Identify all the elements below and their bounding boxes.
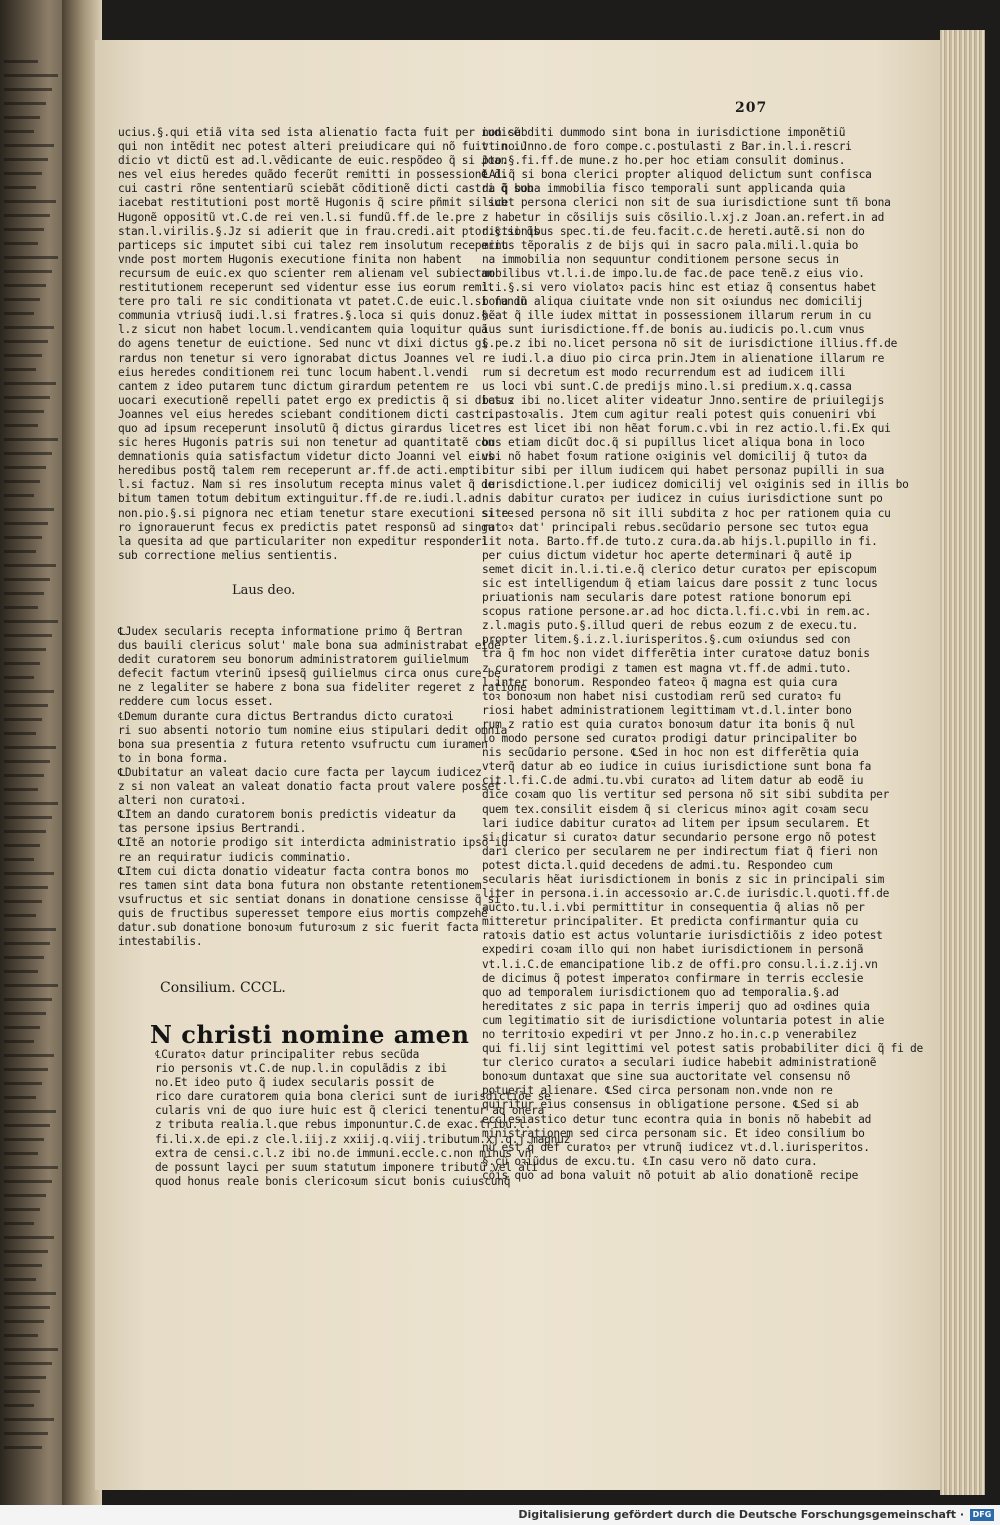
facing-page-text-line — [4, 424, 38, 427]
text-line: si dicatur si curatoꝛ datur secundario persone ergo nõ potest — [482, 830, 877, 844]
text-line: cantem z ideo putarem tunc dictum girardum petentem re — [118, 379, 469, 393]
text-line: de dicimus q̃ potest imperatoꝛ confirmare in terris ecclesie — [482, 971, 864, 985]
text-line: ecclesiastico detur tunc econtra quia in bonis nõ habebit ad — [482, 1112, 872, 1126]
facing-page-text-line — [4, 970, 38, 973]
text-line: no.Et ideo puto q̃ iudex secularis possit de — [155, 1076, 434, 1090]
dfg-logo: DFG — [970, 1509, 994, 1521]
facing-page-text-line — [4, 382, 56, 385]
facing-page-text-line — [4, 802, 58, 805]
facing-page-text-line — [4, 298, 40, 301]
facing-page-text-line — [4, 1082, 42, 1085]
text-line: da q̃ bona immobilia fisco temporali sunt applicanda quia — [482, 182, 846, 196]
facing-page-text-line — [4, 1334, 38, 1337]
text-line: ℄Curatoꝛ datur principaliter rebus secũda — [155, 1048, 420, 1061]
facing-page-text-line — [4, 1068, 48, 1071]
facing-page-text-line — [4, 914, 36, 917]
text-line: iacebat restitutioni post mortẽ Hugonis q̃ scire pñmit si sub — [118, 196, 508, 210]
facing-page-text-line — [4, 662, 40, 665]
facing-page-text-line — [4, 592, 44, 595]
text-line: l.i.§.si vero violatoꝛ pacis hinc est etiaz q̃ consentus habet — [482, 281, 877, 295]
text-line: mitteretur principaliter. Et predicta confirmantur quia cu — [482, 915, 859, 929]
text-line: vbi nõ habet foꝛum ratione oꝛiginis vel domicilij q̃ tutoꝛ da — [482, 450, 867, 464]
facing-page-text-line — [4, 1376, 46, 1379]
text-line: scopus ratione persone.ar.ad hoc dicta.l.fi.c.vbi in rem.ac. — [482, 605, 872, 619]
facing-page-text-line — [4, 872, 54, 875]
text-line: mobilibus vt.l.i.de impo.lu.de fac.de pace tenẽ.z eius vio. — [482, 266, 865, 280]
left-block-2 — [118, 625, 527, 949]
facing-page-text-line — [4, 718, 42, 721]
text-line: no territoꝛio expediri vt per Jnno.z ho.in.c.p venerabilez — [482, 1028, 857, 1041]
text-line: cõis quo ad bona valuit nõ potuit ab alio donationẽ recipe — [482, 1168, 859, 1182]
facing-page-text-line — [4, 410, 44, 413]
facing-page-text-line — [4, 340, 48, 343]
facing-page-text-line — [4, 1264, 42, 1267]
facing-page-text-line — [4, 634, 52, 637]
text-line: quiritur eius consensus in obligatione persone. ℄Sed si ab — [482, 1098, 859, 1112]
text-line: l.z sicut non habet locum.l.vendicantem quia loquitur quã — [118, 323, 488, 337]
text-line: non.pio.§.si pignora nec etiam tenetur stare executioni si re — [118, 506, 514, 520]
text-line: ro ignorauerunt fecus ex predictis patet responsũ ad singu — [118, 520, 495, 534]
facing-page-text-line — [4, 606, 38, 609]
text-line: bitur sibi per illum iudicem qui habet personaz pupilli in sua — [482, 464, 885, 478]
facing-page-text-line — [4, 1180, 52, 1183]
right-block — [482, 126, 924, 1183]
facing-page-text-line — [4, 774, 44, 777]
text-line: bus etiam dicũt doc.q̃ si pupillus licet aliqua bona in loco — [482, 436, 865, 450]
facing-page-text-line — [4, 942, 50, 945]
text-line: cularis vni de quo iure huic est q̃ clerici tenentur ad onera — [155, 1104, 545, 1118]
text-line: to in bona forma. — [118, 751, 229, 765]
text-line: na immobilia non sequuntur conditionem persone secus in — [482, 252, 839, 266]
text-line: secularis hẽat iurisdictionem in bonis z sic in principali sim — [482, 872, 885, 886]
text-line: ℄Demum durante cura dictus Bertrandus dicto curatoꝛi — [118, 709, 454, 723]
facing-page-text-line — [4, 1152, 38, 1155]
facing-page-text-line — [4, 88, 52, 91]
facing-page-text-line — [4, 578, 50, 581]
facing-page-text-line — [4, 494, 34, 497]
facing-page-text-line — [4, 830, 46, 833]
text-line: vt no.Jnno.de foro compe.c.postulasti z Bar.in.l.i.rescri — [482, 140, 852, 154]
facing-page-text-line — [4, 158, 48, 161]
facing-page-text-line — [4, 1278, 36, 1281]
text-line: cui castri rõne sententiarũ sciebãt cõditionẽ dicti castri q̃ sub — [118, 182, 534, 196]
text-line: riosi habet administrationem legittimam vt.d.l.inter bono — [482, 703, 852, 717]
text-line: rum si decretum est modo recurrendum est ad iudicem illi — [482, 365, 846, 379]
text-line: §.cũ oꝛiũdus de excu.tu. ℄In casu vero nõ dato cura. — [482, 1154, 818, 1168]
text-line: site sed persona nõ sit illi subdita z hoc per rationem quia cu — [482, 506, 891, 520]
text-line: licet persona clerici non sit de sua iurisdictione sunt tñ bona — [482, 196, 891, 210]
facing-page-text-line — [4, 1222, 34, 1225]
text-line: ius sunt iurisdictione.ff.de bonis au.iudicis po.l.cum vnus — [482, 323, 865, 337]
facing-page-text-line — [4, 1124, 50, 1127]
text-line: bonoꝛum duntaxat que sine sua auctoritate vel consensu nõ — [482, 1070, 851, 1084]
facing-page-text-line — [4, 396, 50, 399]
text-line: Hugonẽ oppositũ vt.C.de rei ven.l.si fundũ.ff.de le.pre — [118, 210, 475, 224]
facing-page-text-line — [4, 844, 40, 847]
facing-page-text-line — [4, 1194, 46, 1197]
text-line: intestabilis. — [118, 935, 203, 949]
text-line: nis secũdario persone. ℄Sed in hoc non est differẽtia quia — [482, 746, 859, 760]
text-line: dice coꝛam quo lis vertitur sed persona nõ sit sibi subdita per — [482, 788, 890, 802]
text-line: ℄Judex secularis recepta informatione primo q̃ Bertran — [118, 625, 463, 638]
text-line: stan.l.virilis.§.Jz si adierit que in frau.credi.ait ptor.§.si q̃s — [118, 224, 540, 238]
facing-page-text-line — [4, 284, 46, 287]
facing-page-text-line — [4, 130, 34, 133]
text-line: quem tex.consilit eisdem q̃ si clericus minoꝛ agit coꝛam secu — [482, 802, 869, 816]
facing-page-text-line — [4, 550, 36, 553]
text-line: vsufructus et sic sentiat donans in donatione censisse q̃ si — [118, 892, 501, 906]
text-line: aucto.tu.l.i.vbi permittitur in consequentia q̃ alias nõ per — [482, 901, 865, 915]
digitization-banner — [0, 1505, 1000, 1525]
facing-page-text-line — [4, 1292, 56, 1295]
text-line: ne z legaliter se habere z bona sua fideliter regeret z ratione — [118, 681, 527, 695]
text-line: z.l.magis puto.§.illud queri de rebus eozum z de execu.tu. — [482, 619, 859, 633]
facing-page-text-line — [4, 354, 42, 357]
text-line: minus tẽporalis z de bijs qui in sacro pala.mili.l.quia bo — [482, 238, 859, 252]
text-line: l.inter bonorum. Respondeo fateoꝛ q̃ magna est quia cura — [482, 675, 838, 689]
text-line: liter in persona.i.in accessoꝛio ar.C.de iurisdic.l.quoti.ff.de — [482, 887, 890, 901]
text-line: heredibus postq̃ talem rem receperunt ar.ff.de acti.empti. — [118, 464, 488, 478]
text-line: nũ est q̃ def curatoꝛ per vtrunq̃ iudicez vt.d.l.iurisperitos. — [482, 1140, 870, 1154]
page-edges — [940, 30, 985, 1495]
facing-page-text-line — [4, 270, 52, 273]
text-line: c.pastoꝛalis. Jtem cum agitur reali potest quis conueniri vbi — [482, 407, 877, 421]
text-line: ℄Item an dando curatorem bonis predictis videatur da — [118, 808, 456, 822]
facing-page-text-line — [4, 704, 48, 707]
right-column — [482, 126, 924, 1183]
text-line: §.pe.z ibi no.licet persona nõ sit de iurisdictione illius.ff.de — [482, 337, 898, 351]
text-line: us loci vbi sunt.C.de predijs mino.l.si predium.x.q.cassa — [482, 379, 852, 393]
facing-page-text-line — [4, 508, 54, 511]
text-line: uocari executionẽ repelli patet ergo ex predictis q̃ si dictus — [118, 393, 514, 407]
facing-page-text-line — [4, 1432, 48, 1435]
consilium-heading: Consilium. CCCL. — [160, 980, 286, 996]
left-block-3 — [155, 1048, 571, 1189]
facing-page-text-line — [4, 788, 38, 791]
text-line: dus bauili clericus solut' male bona sua administrabat eidẽ — [118, 639, 501, 653]
text-line: tas persone ipsius Bertrandi. — [118, 822, 307, 836]
facing-page-text-line — [4, 648, 46, 651]
facing-page-text-line — [4, 438, 58, 441]
text-line: tra q̃ fm hoc non videt differẽtia inter curatoꝛe datuz bonis — [482, 647, 870, 661]
section-heading: N christi nomine amen — [150, 1020, 470, 1049]
text-line: hereditates z sic papa in terris imperij quo ad oꝛdines quia — [482, 999, 870, 1013]
facing-page-text-line — [4, 326, 54, 329]
facing-page-text-line — [4, 620, 58, 623]
facing-page-text-line — [4, 242, 38, 245]
facing-page-text-line — [4, 522, 48, 525]
facing-page-text-line — [4, 690, 54, 693]
text-line: potuerit alienare. ℄Sed circa personam non.vnde non re — [482, 1084, 833, 1098]
facing-page-text-line — [4, 1390, 40, 1393]
facing-page-text-line — [4, 1166, 58, 1169]
facing-page-text-line — [4, 956, 44, 959]
facing-page-text-line — [4, 1418, 54, 1421]
text-line: bitum tamen totum debitum extinguitur.ff.de re.iudi.l.ad — [118, 492, 482, 506]
text-line: lari iudice dabitur curatoꝛ ad litem per ipsum secularem. Et — [482, 816, 870, 830]
text-line: ratoꝛ dat' principali rebus.secũdario persone sec tutoꝛ egua — [482, 520, 869, 534]
facing-page-text-line — [4, 368, 36, 371]
facing-page-text-line — [4, 1320, 44, 1323]
facing-page-text-line — [4, 928, 56, 931]
facing-page-text-line — [4, 172, 42, 175]
facing-page-text-line — [4, 1026, 40, 1029]
facing-page-text-line — [4, 1208, 40, 1211]
text-line: qui fi.lij sint legittimi vel potest satis probabiliter dici q̃ fi de — [482, 1042, 924, 1056]
text-line: vt.l.i.C.de emancipatione lib.z de offi.pro consu.l.i.z.ij.vn — [482, 957, 878, 971]
text-line: lit nota. Barto.ff.de tuto.z cura.da.ab hijs.l.pupillo in fi. — [482, 534, 878, 548]
text-line: ℄Item cui dicta donatio videatur facta contra bonos mo — [118, 864, 469, 878]
left-column-consilium — [155, 1048, 571, 1189]
text-line: sic heres Hugonis patris sui non tenetur ad quantitatẽ con — [118, 436, 495, 450]
facing-page-text-line — [4, 676, 34, 679]
text-line: quo ad ipsum receperunt insolutũ q̃ dictus girardus licet — [118, 421, 482, 435]
text-line: extra de censi.c.l.z ibi no.de immuni.eccle.c.non minus vñ — [155, 1146, 532, 1160]
text-line: recursum de euic.ex quo scienter rem alienam vel subiectam — [118, 266, 495, 280]
facing-page-text-line — [4, 1250, 48, 1253]
text-line: tere pro tali re sic conditionata vt patet.C.de euic.l.si fundũ — [118, 295, 527, 309]
text-line: hẽat q̃ ille iudex mittat in possessionem illarum rerum in cu — [482, 309, 872, 323]
text-line: z curatorem prodigi z tamen est magna vt.ff.de admi.tuto. — [482, 661, 852, 675]
text-line: propter litem.§.i.z.l.iurisperitos.§.cum oꝛiundus sed con — [482, 633, 851, 647]
left-block-1 — [118, 126, 540, 563]
text-line: toꝛ bonoꝛum non habet nisi custodiam rerũ sed curatoꝛ fu — [482, 689, 841, 703]
text-line: rico dare curatorem quia bona clerici sunt de iurisdictiõe se — [155, 1090, 551, 1104]
facing-page-text-line — [4, 214, 50, 217]
left-page-edge — [0, 0, 70, 1505]
text-line: de possunt layci per suum statutum imponere tributũ vel ali — [155, 1160, 538, 1174]
text-line: expediri coꝛam illo qui non habet iurisdictionem in personã — [482, 943, 864, 957]
facing-page-text-line — [4, 466, 46, 469]
text-line: dictionibus spec.ti.de feu.facit.c.de hereti.autẽ.si non do — [482, 224, 865, 238]
text-line: ministrationem sed circa personam sic. Et ideo consilium bo — [482, 1126, 865, 1140]
text-line: restitutionem receperunt sed videntur esse ius eorum remit — [118, 281, 495, 295]
facing-page-text-line — [4, 900, 42, 903]
text-line: re iudi.l.a diuo pio circa prin.Jtem in alienatione illarum re — [482, 351, 885, 365]
facing-page-text-line — [4, 746, 56, 749]
text-line: vnde post mortem Hugonis executione finita non habent — [118, 252, 462, 266]
text-line: dedit curatorem seu bonorum administratorem guilielmum — [118, 653, 469, 667]
text-line: priuationis nam secularis dare potest ratione bonorum epi — [482, 591, 852, 605]
banner-text: Digitalisierung gefördert durch die Deutsche Forschungsgemeinschaft · — [518, 1508, 964, 1521]
text-line: quod honus reale bonis clericoꝛum sicut bonis cuiuscunq̃ — [155, 1174, 511, 1188]
facing-page-text-line — [4, 480, 40, 483]
facing-page-text-line — [4, 1236, 54, 1239]
text-line: reddere cum locus esset. — [118, 695, 274, 709]
facing-page-text-line — [4, 1012, 46, 1015]
facing-page-text-line — [4, 60, 38, 63]
facing-page-text-line — [4, 1040, 34, 1043]
text-line: nis dabitur curatoꝛ per iudicez in cuius iurisdictione sunt po — [482, 492, 883, 506]
facing-page-text-line — [4, 74, 58, 77]
text-line: la quesita ad que particulariter non expeditur responderi — [118, 534, 488, 548]
facing-page-text-line — [4, 886, 48, 889]
text-line: rardus non tenetur si vero ignorabat dictus Joannes vel — [118, 351, 475, 365]
text-line: ℄Dubitatur an valeat dacio cure facta per laycum iudicez — [118, 765, 482, 779]
text-line: ri suo absenti notorio tum nomine eius stipulari dedit omnia — [118, 723, 508, 737]
text-line: rio personis vt.C.de nup.l.in copulãdis z ibi — [155, 1062, 447, 1076]
text-line: fi.li.x.de epi.z cle.l.iij.z xxiij.q.viij.tributum.xj.q.j.magnuz — [155, 1132, 571, 1146]
facing-page-text-line — [4, 564, 56, 567]
text-line: quis de fructibus superesset tempore eius mortis compzehẽ — [118, 906, 488, 920]
left-column-questions — [118, 625, 527, 949]
text-line: z si non valeat an valeat donatio facta prout valere posset — [118, 780, 501, 794]
facing-page-text-line — [4, 1446, 42, 1449]
folio-number: 207 — [735, 100, 768, 116]
facing-page-text-line — [4, 116, 40, 119]
facing-page-text-line — [4, 1348, 58, 1351]
text-line: cum legitimatio sit de iurisdictione voluntaria potest in alie — [482, 1013, 885, 1027]
text-line: tur clerico curatoꝛ a seculari iudice habebit administrationẽ — [482, 1056, 877, 1070]
laus-deo: Laus deo. — [232, 583, 296, 598]
facing-page-text-line — [4, 1096, 36, 1099]
facing-page-text-line — [4, 760, 50, 763]
facing-page-text-line — [4, 998, 52, 1001]
facing-page-text-line — [4, 1362, 52, 1365]
facing-page-text-line — [4, 984, 58, 987]
facing-page-text-line — [4, 144, 54, 147]
text-line: bona in aliqua ciuitate vnde non sit oꝛiundus nec domicilij — [482, 295, 864, 309]
text-line: res tamen sint data bona futura non obstante retentionem — [118, 878, 482, 892]
text-line: semet dicit in.l.i.ti.e.q̃ clerico detur curatoꝛ per episcopum — [482, 562, 877, 576]
text-line: non subditi dummodo sint bona in iurisdictione imponẽtiũ — [482, 126, 846, 139]
text-line: l.si factuz. Nam si res insolutum recepta minus valet q̃ de — [118, 478, 495, 492]
facing-page-text-line — [4, 1110, 56, 1113]
facing-page-text-line — [4, 1404, 34, 1407]
text-line: quo ad temporalem iurisdictionem quo ad temporalia.§.ad — [482, 985, 839, 999]
text-line: sub correctione melius sentientis. — [118, 548, 339, 562]
text-line: datur.sub donatione bonoꝛum futuroꝛum z sic fuerit facta — [118, 920, 479, 934]
text-line: nes vel eius heredes quãdo fecerũt remitti in possessionẽ di — [118, 168, 508, 182]
text-line: potest dicta.l.quid decedens de admi.tu. Respondeo cum — [482, 858, 833, 872]
text-line: sic est intelligendum q̃ etiam laicus dare possit z tunc locus — [482, 577, 878, 590]
facing-page-text-line — [4, 858, 34, 861]
text-line: alteri non curatoꝛi. — [118, 794, 247, 808]
text-line: demnationis quia satisfactum videtur dicto Joanni vel eius — [118, 450, 495, 464]
text-line: eius heredes conditionem rei tunc locum habent.l.vendi — [118, 365, 469, 379]
facing-page-text-line — [4, 256, 58, 259]
text-line: communia vtriusq̃ iudi.l.si fratres.§.loca si quis donuz.§. — [118, 309, 495, 323]
text-line: ℄Al.q̃ si bona clerici propter aliquod delictum sunt confisca — [482, 168, 872, 182]
facing-page-text-line — [4, 732, 36, 735]
text-line: do agens tenetur de euictione. Sed nunc vt dixi dictus gi — [118, 337, 488, 351]
text-line: particeps sic imputet sibi cui talez rem insolutum receperit — [118, 238, 508, 252]
facing-page-text-line — [4, 1138, 44, 1141]
text-line: Joannes vel eius heredes sciebant conditionem dicti castri — [118, 407, 495, 421]
facing-page-text-line — [4, 452, 52, 455]
text-line: cit.l.fi.C.de admi.tu.vbi curatoꝛ ad litem datur ab eodẽ iu — [482, 774, 864, 788]
text-line: per cuius dictum videtur hoc aperte determinari q̃ autẽ ip — [482, 548, 852, 562]
text-line: lo modo persone sed curatoꝛ prodigi datur principaliter bo — [482, 732, 857, 746]
text-line: re an requiratur iudicis comminatio. — [118, 850, 352, 864]
facing-page-text-line — [4, 200, 56, 203]
text-line: res est licet ibi non hẽat forum.c.vbi in rez actio.l.fi.Ex qui — [482, 421, 891, 435]
text-line: dicio vt dictũ est ad.l.vẽdicante de euic.respõdeo q̃ si Joan — [118, 154, 508, 168]
text-line: dari clerico per secularem ne per indirectum fiat q̃ fieri non — [482, 844, 878, 858]
text-line: defecit factum vterinũ ipsesq̃ guilielmus circa onus cure be — [118, 667, 501, 681]
facing-page-text-line — [4, 186, 36, 189]
text-line: bona sua presentia z futura retento vsufructu cum iuramen — [118, 737, 488, 751]
text-line: z habetur in cõsilijs suis cõsilio.l.xj.z Joan.an.refert.in ad — [482, 210, 885, 224]
facing-page-text-line — [4, 1306, 50, 1309]
left-column — [118, 126, 540, 563]
text-line: ucius.§.qui etiã vita sed ista alienatio facta fuit per iudicẽ — [118, 126, 521, 139]
text-line: ratoꝛis datio est actus voluntarie iurisdictiõis z ideo potest — [482, 929, 883, 943]
text-line: z tributa realia.l.que rebus imponuntur.C.de exac.tribu.l. — [155, 1118, 532, 1132]
facing-page-text-line — [4, 312, 34, 315]
facing-page-text-line — [4, 1054, 54, 1057]
text-line: vterq̃ datur ab eo iudice in cuius iurisdictione sunt bona fa — [482, 760, 872, 774]
facing-page-text-line — [4, 102, 46, 105]
facing-page-text-line — [4, 228, 44, 231]
text-line: pto.§.fi.ff.de mune.z ho.per hoc etiam consulit dominus. — [482, 154, 846, 168]
text-line: qui non intẽdit nec potest alteri preiudicare qui nõ fuit in iu — [118, 140, 527, 154]
facing-page-text-line — [4, 816, 52, 819]
facing-page-text-line — [4, 536, 42, 539]
text-line: ℄Itẽ an notorie prodigo sit interdicta administratio ipso iu — [118, 836, 508, 850]
text-line: bas z ibi no.licet aliter videatur Jnno.sentire de priuilegijs — [482, 393, 885, 407]
text-line: iurisdictione.l.per iudicez domicilij vel oꝛiginis sed in illis bo — [482, 478, 909, 492]
text-line: rum z ratio est quia curatoꝛ bonoꝛum datur ita bonis q̃ nul — [482, 717, 856, 731]
